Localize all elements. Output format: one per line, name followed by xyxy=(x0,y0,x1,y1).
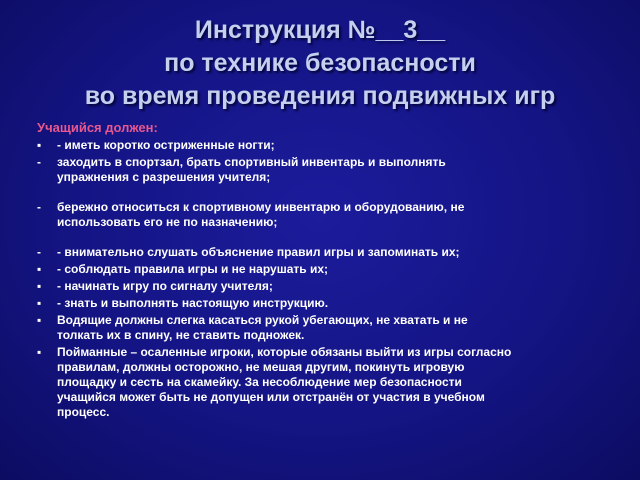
list-item-text: - внимательно слушать объяснение правил игры и запоминать их; xyxy=(57,245,460,259)
bullet-marker: ▪ xyxy=(37,296,42,310)
title-line: Инструкция №__3__ xyxy=(194,16,446,44)
list-item xyxy=(37,155,609,185)
bullet-marker: ▪ xyxy=(37,279,42,293)
list-item-text: - иметь коротко остриженные ногти; xyxy=(57,138,275,152)
bullet-marker: ▪ xyxy=(37,138,42,152)
list-item-text: бережно относиться к спортивному инвентарю и оборудованию, не использовать его не по назначению; xyxy=(57,200,465,229)
list-item xyxy=(37,262,609,277)
list-item-text: - знать и выполнять настоящую инструкцию. xyxy=(57,296,329,310)
bullet-marker: - xyxy=(37,245,41,259)
list-item xyxy=(37,296,609,311)
list-item-text: заходить в спортзал, брать спортивный инвентарь и выполнять упражнения с разрешения учителя; xyxy=(57,155,446,184)
title-line: во время проведения подвижных игр xyxy=(84,82,556,110)
list-item xyxy=(37,279,609,294)
list-item xyxy=(37,245,609,260)
list-item-text: - начинать игру по сигналу учителя; xyxy=(57,279,273,293)
list-item xyxy=(37,200,609,230)
bullet-marker: - xyxy=(37,200,41,214)
bullet-marker: ▪ xyxy=(37,345,42,359)
list-item-text: Пойманные – осаленные игроки, которые обязаны выйти из игры согласно правилам, должны осторожно, не мешая другим, покинуть игровую площадку и сесть на скамейку. За несоблюдение мер безопасности учащийся может быть не допущен или отстранён от участия в учебном процесс. xyxy=(57,345,512,419)
list-item xyxy=(37,138,609,153)
list-item xyxy=(37,345,609,420)
slide-subtitle: Учащийся должен: xyxy=(37,120,158,135)
slide-title xyxy=(0,14,640,113)
list-item xyxy=(37,313,609,343)
bullet-marker: - xyxy=(37,155,41,169)
instruction-list xyxy=(37,138,609,420)
bullet-marker: ▪ xyxy=(37,262,42,276)
title-line: по технике безопасности xyxy=(164,49,476,77)
bullet-marker: ▪ xyxy=(37,313,42,327)
list-item-text: - соблюдать правила игры и не нарушать их; xyxy=(57,262,329,276)
list-item-text: Водящие должны слегка касаться рукой убегающих, не хватать и не толкать их в спину, не ставить подножек. xyxy=(57,313,468,342)
